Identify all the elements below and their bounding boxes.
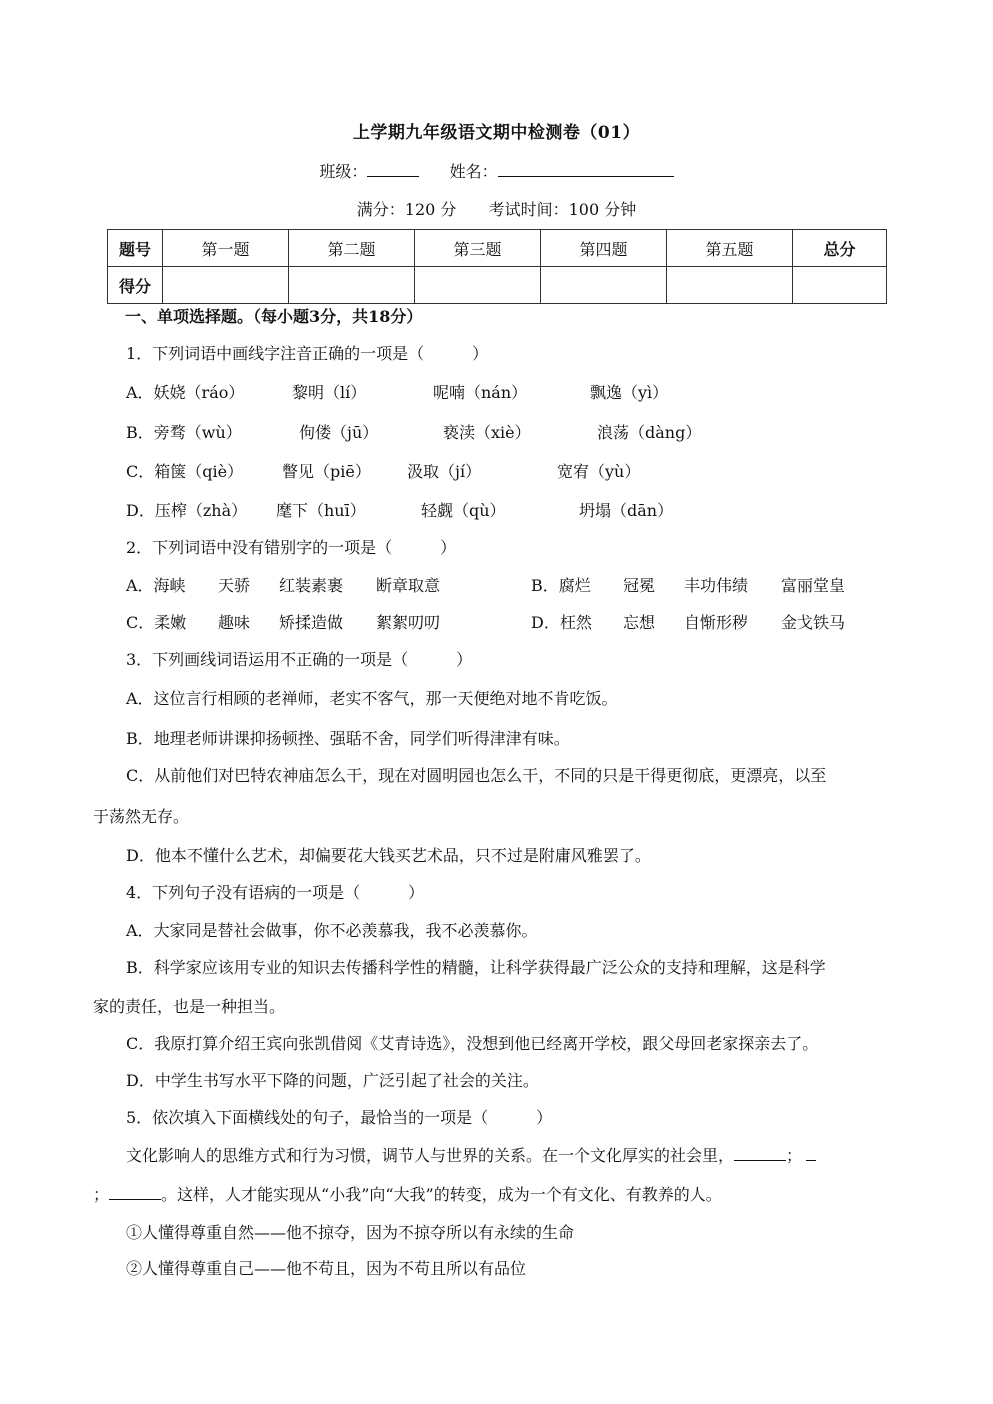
score-cell-total[interactable]	[793, 267, 887, 304]
q5-passage-text2: 。这样，人才能实现从“小我”向“大我”的转变，成为一个有文化、有教养的人。	[161, 1185, 722, 1204]
section1-heading: 一、单项选择题。（每小题3分，共18分）	[125, 307, 423, 326]
q2-option-b-1: B．腐烂	[531, 576, 591, 595]
q5-passage-text1: 文化影响人的思维方式和行为习惯，调节人与世界的关系。在一个文化厚实的社会里，	[126, 1146, 735, 1165]
score-cell-q3[interactable]	[415, 267, 541, 304]
full-score: 满分：120 分	[356, 200, 457, 219]
q3-option-c-line2: 于荡然无存。	[93, 807, 190, 826]
q1-option-a-4: 飘逸（yì）	[590, 383, 669, 402]
q1-option-b-2: 佝偻（jū）	[299, 423, 379, 442]
score-row-label: 得分	[108, 267, 163, 304]
header-cell-q1: 第一题	[163, 230, 289, 267]
q2-option-d-4: 金戈铁马	[781, 613, 846, 632]
exam-meta-line	[0, 197, 993, 220]
header-cell-total: 总分	[793, 230, 887, 267]
header-cell-number: 题号	[108, 230, 163, 267]
q1-option-c-2: 瞥见（piē）	[282, 462, 371, 481]
q5-blank-1[interactable]	[734, 1146, 786, 1161]
q5-sep-2: ；	[93, 1185, 110, 1204]
name-label: 姓名：	[449, 162, 498, 181]
class-field[interactable]	[367, 162, 419, 177]
q2-option-b-4: 富丽堂皇	[781, 576, 846, 595]
q3-stem: 3．下列画线词语运用不正确的一项是（ ）	[126, 650, 473, 669]
q5-sep: ；	[786, 1146, 803, 1165]
q1-option-c-1: C．箱箧（qiè）	[126, 462, 244, 481]
score-table-score-row	[108, 267, 887, 304]
q1-option-b-3: 亵渎（xiè）	[443, 423, 531, 442]
q2-option-d-2: 忘想	[623, 613, 656, 632]
header-cell-q4: 第四题	[541, 230, 667, 267]
student-info-line	[0, 159, 993, 182]
score-table	[107, 229, 887, 304]
q5-item-1: ①人懂得尊重自然——他不掠夺，因为不掠夺所以有永续的生命	[126, 1223, 575, 1242]
name-field[interactable]	[498, 162, 674, 177]
q4-option-b-line1: B．科学家应该用专业的知识去传播科学性的精髓，让科学获得最广泛公众的支持和理解，这是科学	[126, 958, 826, 977]
q2-option-c-3: 矫揉造做	[279, 613, 344, 632]
page-title: 上学期九年级语文期中检测卷（01）	[352, 123, 641, 143]
header-cell-q5: 第五题	[667, 230, 793, 267]
q2-option-b-3: 丰功伟绩	[684, 576, 749, 595]
q2-option-a-4: 断章取意	[376, 576, 441, 595]
q5-blank-3[interactable]	[109, 1185, 161, 1200]
q2-option-d-3: 自惭形秽	[684, 613, 749, 632]
q2-option-c-2: 趣味	[218, 613, 251, 632]
q5-stem: 5．依次填入下面横线处的句子，最恰当的一项是（ ）	[126, 1108, 553, 1127]
q1-stem: 1．下列词语中画线字注音正确的一项是（ ）	[126, 344, 489, 363]
q2-option-a-3: 红装素裹	[279, 576, 344, 595]
q2-option-c-1: C．柔嫩	[126, 613, 187, 632]
q1-option-a-3: 呢喃（nán）	[433, 383, 528, 402]
q2-option-a-2: 天骄	[218, 576, 251, 595]
q4-option-c: C．我原打算介绍王宾向张凯借阅《艾青诗选》，没想到他已经离开学校，跟父母回老家探亲去了。	[126, 1034, 819, 1053]
score-table-header-row	[108, 230, 887, 267]
q5-passage-line2	[93, 1185, 722, 1205]
q1-option-a-1: A．妖娆（ráo）	[126, 383, 245, 402]
q2-stem: 2．下列词语中没有错别字的一项是（ ）	[126, 538, 457, 557]
header-cell-q3: 第三题	[415, 230, 541, 267]
q1-option-a-2: 黎明（lí）	[292, 383, 367, 402]
q1-option-d-2: 麾下（huī）	[276, 501, 366, 520]
q3-option-b: B．地理老师讲课抑扬顿挫、强聒不舍，同学们听得津津有味。	[126, 729, 570, 748]
class-label: 班级：	[319, 162, 368, 181]
q5-blank-2-start[interactable]	[806, 1146, 816, 1161]
score-cell-q2[interactable]	[289, 267, 415, 304]
q2-option-d-1: D．枉然	[531, 613, 592, 632]
q3-option-d: D．他本不懂什么艺术，却偏要花大钱买艺术品，只不过是附庸风雅罢了。	[126, 846, 651, 865]
score-cell-q5[interactable]	[667, 267, 793, 304]
header-cell-q2: 第二题	[289, 230, 415, 267]
q1-option-b-4: 浪荡（dàng）	[597, 423, 702, 442]
q1-option-d-3: 轻觑（qù）	[421, 501, 506, 520]
q5-passage-line1	[126, 1146, 816, 1166]
q1-option-b-1: B．旁骛（wù）	[126, 423, 242, 442]
q2-option-c-4: 絮絮叨叨	[376, 613, 441, 632]
q3-option-c-line1: C．从前他们对巴特农神庙怎么干，现在对圆明园也怎么干，不同的只是干得更彻底，更漂亮，以至	[126, 766, 827, 785]
q1-option-c-4: 宽宥（yù）	[557, 462, 641, 481]
q4-option-d: D．中学生书写水平下降的问题，广泛引起了社会的关注。	[126, 1071, 539, 1090]
q3-option-a: A．这位言行相顾的老禅师，老实不客气，那一天便绝对地不肯吃饭。	[126, 689, 618, 708]
exam-time: 考试时间：100 分钟	[488, 200, 637, 219]
score-cell-q1[interactable]	[163, 267, 289, 304]
score-cell-q4[interactable]	[541, 267, 667, 304]
q2-option-b-2: 冠冕	[623, 576, 656, 595]
q1-option-c-3: 汲取（jí）	[407, 462, 482, 481]
q4-option-b-line2: 家的责任，也是一种担当。	[93, 997, 286, 1016]
q5-item-2: ②人懂得尊重自己——他不苟且，因为不苟且所以有品位	[126, 1259, 527, 1278]
q1-option-d-4: 坍塌（dān）	[579, 501, 674, 520]
q4-stem: 4．下列句子没有语病的一项是（ ）	[126, 883, 425, 902]
q4-option-a: A．大家同是替社会做事，你不必羡慕我，我不必羡慕你。	[126, 921, 538, 940]
q1-option-d-1: D．压榨（zhà）	[126, 501, 248, 520]
q2-option-a-1: A．海峡	[126, 576, 186, 595]
